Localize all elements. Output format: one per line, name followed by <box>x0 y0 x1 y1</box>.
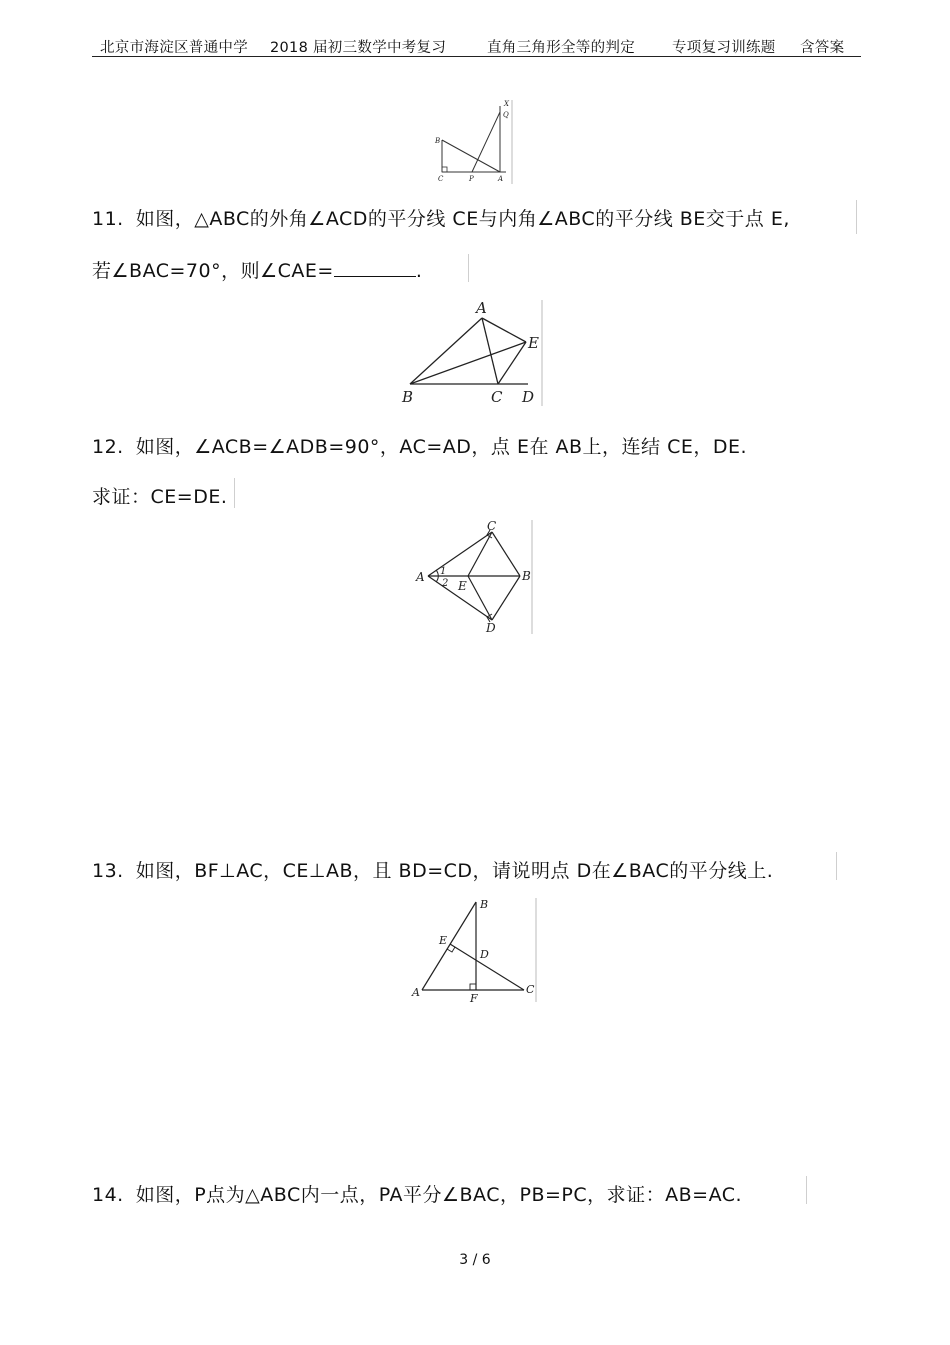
fig12-label-e: E <box>458 579 467 593</box>
q11-line2 <box>92 256 422 283</box>
figure-q11 <box>396 298 546 408</box>
fig10-label-c: C <box>438 175 444 183</box>
fig12-label-a: A <box>416 570 425 584</box>
q12-line1 <box>92 432 747 459</box>
q11-text-line2: 若∠BAC=70°，则∠CAE= <box>92 260 334 282</box>
divider <box>234 478 235 508</box>
q12-text-line1: 如图，∠ACB=∠ADB=90°，AC=AD，点 E在 AB上，连结 CE，DE. <box>135 436 748 458</box>
fig13-label-e: E <box>439 934 448 947</box>
q14-number: 14. <box>92 1184 124 1206</box>
page-header <box>92 30 861 57</box>
fig11-label-a: A <box>476 299 487 317</box>
q12-text-line2: 求证：CE=DE. <box>92 486 228 508</box>
fig10-label-b: B <box>435 137 441 145</box>
divider <box>468 254 469 282</box>
figure-q10 <box>430 98 520 188</box>
fig11-label-c: C <box>491 388 503 406</box>
q11-period: . <box>415 260 423 282</box>
fig12-label-1: 1 <box>440 566 447 577</box>
q13-number: 13. <box>92 860 124 882</box>
q12-number: 12. <box>92 436 124 458</box>
fig13-label-c: C <box>526 983 535 996</box>
fig12-label-d: D <box>486 621 496 635</box>
divider <box>836 852 837 880</box>
q13-text-line1: 如图，BF⊥AC，CE⊥AB，且 BD=CD，请说明点 D在∠BAC的平分线上. <box>135 860 774 882</box>
divider <box>806 1176 807 1204</box>
fig11-label-e: E <box>528 334 539 352</box>
q12-line2 <box>92 482 227 509</box>
fig10-label-p: P <box>469 175 474 183</box>
header-course: 2018 届初三数学中考复习 <box>270 40 447 56</box>
page-number: 3 / 6 <box>459 1252 491 1268</box>
q11-line1 <box>92 204 790 231</box>
fig13-label-f: F <box>470 992 478 1005</box>
fig10-label-a: A <box>498 175 504 183</box>
fig10-label-q: Q <box>503 111 509 119</box>
q11-text-line1: 如图，△ABC的外角∠ACD的平分线 CE与内角∠ABC的平分线 BE交于点 E, <box>135 208 790 230</box>
fig12-label-b: B <box>522 569 531 583</box>
fig12-label-c: C <box>487 519 497 533</box>
q13-line1 <box>92 856 773 883</box>
figure-q12 <box>414 518 538 636</box>
fig13-label-d: D <box>480 948 489 961</box>
fig13-label-a: A <box>412 986 420 999</box>
header-topic: 直角三角形全等的判定 <box>487 40 635 56</box>
header-school: 北京市海淀区普通中学 <box>100 40 248 56</box>
q11-number: 11. <box>92 208 124 230</box>
q11-answer-blank[interactable] <box>334 258 416 277</box>
q14-line1 <box>92 1180 742 1207</box>
header-type: 专项复习训练题 <box>672 40 776 56</box>
fig13-label-b: B <box>480 898 489 911</box>
fig10-label-x: X <box>504 100 509 108</box>
header-answers: 含答案 <box>800 40 845 56</box>
figure-q13 <box>408 896 542 1004</box>
fig11-label-b: B <box>402 388 414 406</box>
q14-text-line1: 如图，P点为△ABC内一点，PA平分∠BAC，PB=PC，求证：AB=AC. <box>135 1184 743 1206</box>
divider <box>856 200 857 234</box>
fig12-label-2: 2 <box>442 578 449 589</box>
fig11-label-d: D <box>522 388 535 406</box>
